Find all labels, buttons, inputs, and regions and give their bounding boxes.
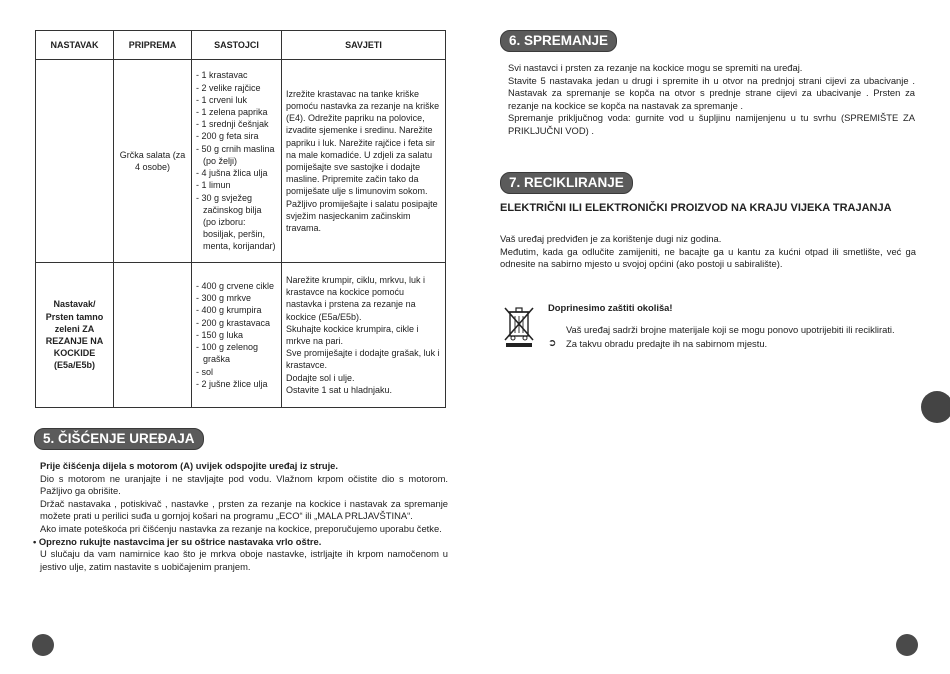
tip-line: Sve promiješajte i dodajte grašak, luk i krastavce. bbox=[286, 348, 440, 371]
eco-notice bbox=[500, 302, 910, 372]
header-ingredients: SASTOJCI bbox=[192, 31, 282, 60]
list-item: - sol bbox=[196, 366, 214, 377]
crossed-out-bin-icon bbox=[502, 304, 536, 348]
list-item: - 2 velike rajčice bbox=[196, 82, 261, 93]
header-attachment: NASTAVAK bbox=[36, 31, 114, 60]
ingredients-list bbox=[196, 69, 277, 252]
storage-text bbox=[508, 62, 915, 138]
list-item: - 200 g feta sira bbox=[196, 131, 259, 142]
row-ingredients bbox=[192, 263, 282, 408]
cleaning-text bbox=[33, 460, 448, 573]
table-header-row bbox=[36, 31, 446, 60]
list-item: - 50 g crnih maslina (po želji) bbox=[196, 143, 275, 166]
header-preparation: PRIPREMA bbox=[114, 31, 192, 60]
list-item: - 150 g luka bbox=[196, 329, 244, 340]
eco-paragraph: Vaš uređaj sadrži brojne materijale koji se mogu ponovo upotrijebiti ili reciklirati. bbox=[566, 323, 895, 335]
row-tips: Izrežite krastavac na tanke kriške pomoću nastavka za rezanje na kriške (E4). Odrežite papriku na polovice, izvadite sjemenke i sredinu. Narežite papriku i luk. Narežite rajčice i feta sir na male komadiće. U zdjeli za salatu pomiješajte sve sastojke i dodajte masline. Pripremite začin tako da pomiješate ulje s limunovim sokom. Pažljivo promiješajte i salatu posipajte svježim nasjeckanim začinskim travama. bbox=[282, 60, 446, 263]
eco-paragraph-arrow bbox=[548, 338, 908, 351]
list-item: - 400 g crvene cikle bbox=[196, 281, 275, 292]
row-ingredients bbox=[192, 60, 282, 263]
row-attachment bbox=[36, 60, 114, 263]
list-item: - 200 g krastavaca bbox=[196, 317, 271, 328]
page-number-marker bbox=[32, 634, 54, 656]
tip-line: Dodajte sol i ulje. bbox=[286, 372, 355, 383]
storage-paragraph: Stavite 5 nastavaka jedan u drugi i spremite ih u otvor na prednjoj strani cijevi za ubacivanje . Nastavak za spremanje se kopča na otvor s prednje strane cijevi za ubacivanje . Prsten za rezanje na kockice se kopča na nastavak za spremanje . bbox=[508, 74, 915, 111]
cleaning-paragraph: Držač nastavaka , potiskivač , nastavke , prsten za rezanje na kockice i nastavak za spremanje možete prati u perilici suđa u gornjoj košari na programu „ECO“ ili „MALA PRLJAVŠTINA“. bbox=[40, 497, 448, 522]
section-heading-cleaning: 5. ČIŠĆENJE UREĐAJA bbox=[34, 428, 204, 450]
storage-paragraph: Svi nastavci i prsten za rezanje na kockice mogu se spremiti na uređaj. bbox=[508, 62, 803, 73]
row-preparation bbox=[114, 263, 192, 408]
header-tips: SAVJETI bbox=[282, 31, 446, 60]
eco-paragraph: Za takvu obradu predajte ih na sabirnom mjestu. bbox=[566, 338, 768, 350]
recycling-paragraph: Vaš uređaj predviđen je za korištenje dugi niz godina. bbox=[500, 233, 722, 244]
list-item: - 4 jušna žlica ulja bbox=[196, 168, 268, 179]
cleaning-paragraph: U slučaju da vam namirnice kao što je mrkva oboje nastavke, istrljajte ih krpom namočenom u jestivo ulje, zatim nastavite s uobičajenim pranjem. bbox=[40, 548, 448, 572]
page-number-marker bbox=[896, 634, 918, 656]
side-tab-marker bbox=[921, 391, 950, 423]
row-tips bbox=[282, 263, 446, 408]
list-item: - 400 g krumpira bbox=[196, 305, 262, 316]
row-preparation: Grčka salata (za 4 osobe) bbox=[114, 60, 192, 263]
arrow-icon: ➲ bbox=[548, 338, 557, 350]
ingredients-list bbox=[196, 280, 277, 390]
cleaning-warning: • Oprezno rukujte nastavcima jer su oštrice nastavaka vrlo oštre. bbox=[33, 535, 322, 547]
tip-line: Ostavite 1 sat u hladnjaku. bbox=[286, 384, 393, 395]
list-item: - 1 zelena paprika bbox=[196, 107, 268, 118]
row-attachment: Nastavak/ Prsten tamno zeleni ZA REZANJE NA KOCKIDE (E5a/E5b) bbox=[36, 263, 114, 408]
eco-title: Doprinesimo zaštiti okoliša! bbox=[548, 302, 673, 313]
storage-paragraph: Spremanje priključnog voda: gurnite vod u šupljinu namijenjenu u tu svrhu (SPREMIŠTE ZA PRIKLJUČNI VOD) . bbox=[508, 112, 915, 136]
table-row bbox=[36, 263, 446, 408]
tip-line: Narežite krumpir, ciklu, mrkvu, luk i krastavce na kockice pomoću nastavka i prstena za rezanje na kockice (E5a/E5b). bbox=[286, 274, 426, 322]
recycling-paragraph: Međutim, kada ga odlučite zamijeniti, ne bacajte ga u kantu za kućni otpad ili smetlište, već ga odnesite na sabirno mjesto u svojoj općini (ako postoji u sabiralište). bbox=[500, 245, 916, 270]
list-item: - 1 srednji češnjak bbox=[196, 119, 269, 130]
list-item: - 1 crveni luk bbox=[196, 94, 248, 105]
tip-line: Skuhajte kockice krumpira, cikle i mrkve na pari. bbox=[286, 323, 419, 346]
right-page bbox=[475, 0, 950, 674]
list-item: - 1 krastavac bbox=[196, 70, 248, 81]
cleaning-paragraph: Dio s motorom ne uranjajte i ne stavljajte pod vodu. Vlažnom krpom očistite dio s motorom. Pažljivo ga obrišite. bbox=[40, 472, 448, 497]
cleaning-intro: Prije čišćenja dijela s motorom (A) uvijek odspojite uređaj iz struje. bbox=[40, 460, 338, 471]
list-item: - 1 limun bbox=[196, 180, 231, 191]
eco-text bbox=[548, 302, 908, 351]
recycling-subheading: ELEKTRIČNI ILI ELEKTRONIČKI PROIZVOD NA KRAJU VIJEKA TRAJANJA bbox=[500, 202, 892, 214]
recipe-table bbox=[35, 30, 446, 408]
list-item: - 2 jušne žlice ulja bbox=[196, 378, 268, 389]
list-item: - 30 g svježeg začinskog bilja (po izboru: bosiljak, peršin, menta, korijandar) bbox=[196, 192, 276, 252]
section-heading-storage: 6. SPREMANJE bbox=[500, 30, 617, 52]
recycling-text bbox=[500, 233, 916, 271]
table-row bbox=[36, 60, 446, 263]
section-heading-recycling: 7. RECIKLIRANJE bbox=[500, 172, 633, 194]
cleaning-paragraph: Ako imate poteškoća pri čišćenju nastavka za rezanje na kockice, preporučujemo uporabu četke. bbox=[40, 522, 442, 534]
list-item: - 300 g mrkve bbox=[196, 293, 252, 304]
list-item: - 100 g zelenog graška bbox=[196, 342, 259, 365]
